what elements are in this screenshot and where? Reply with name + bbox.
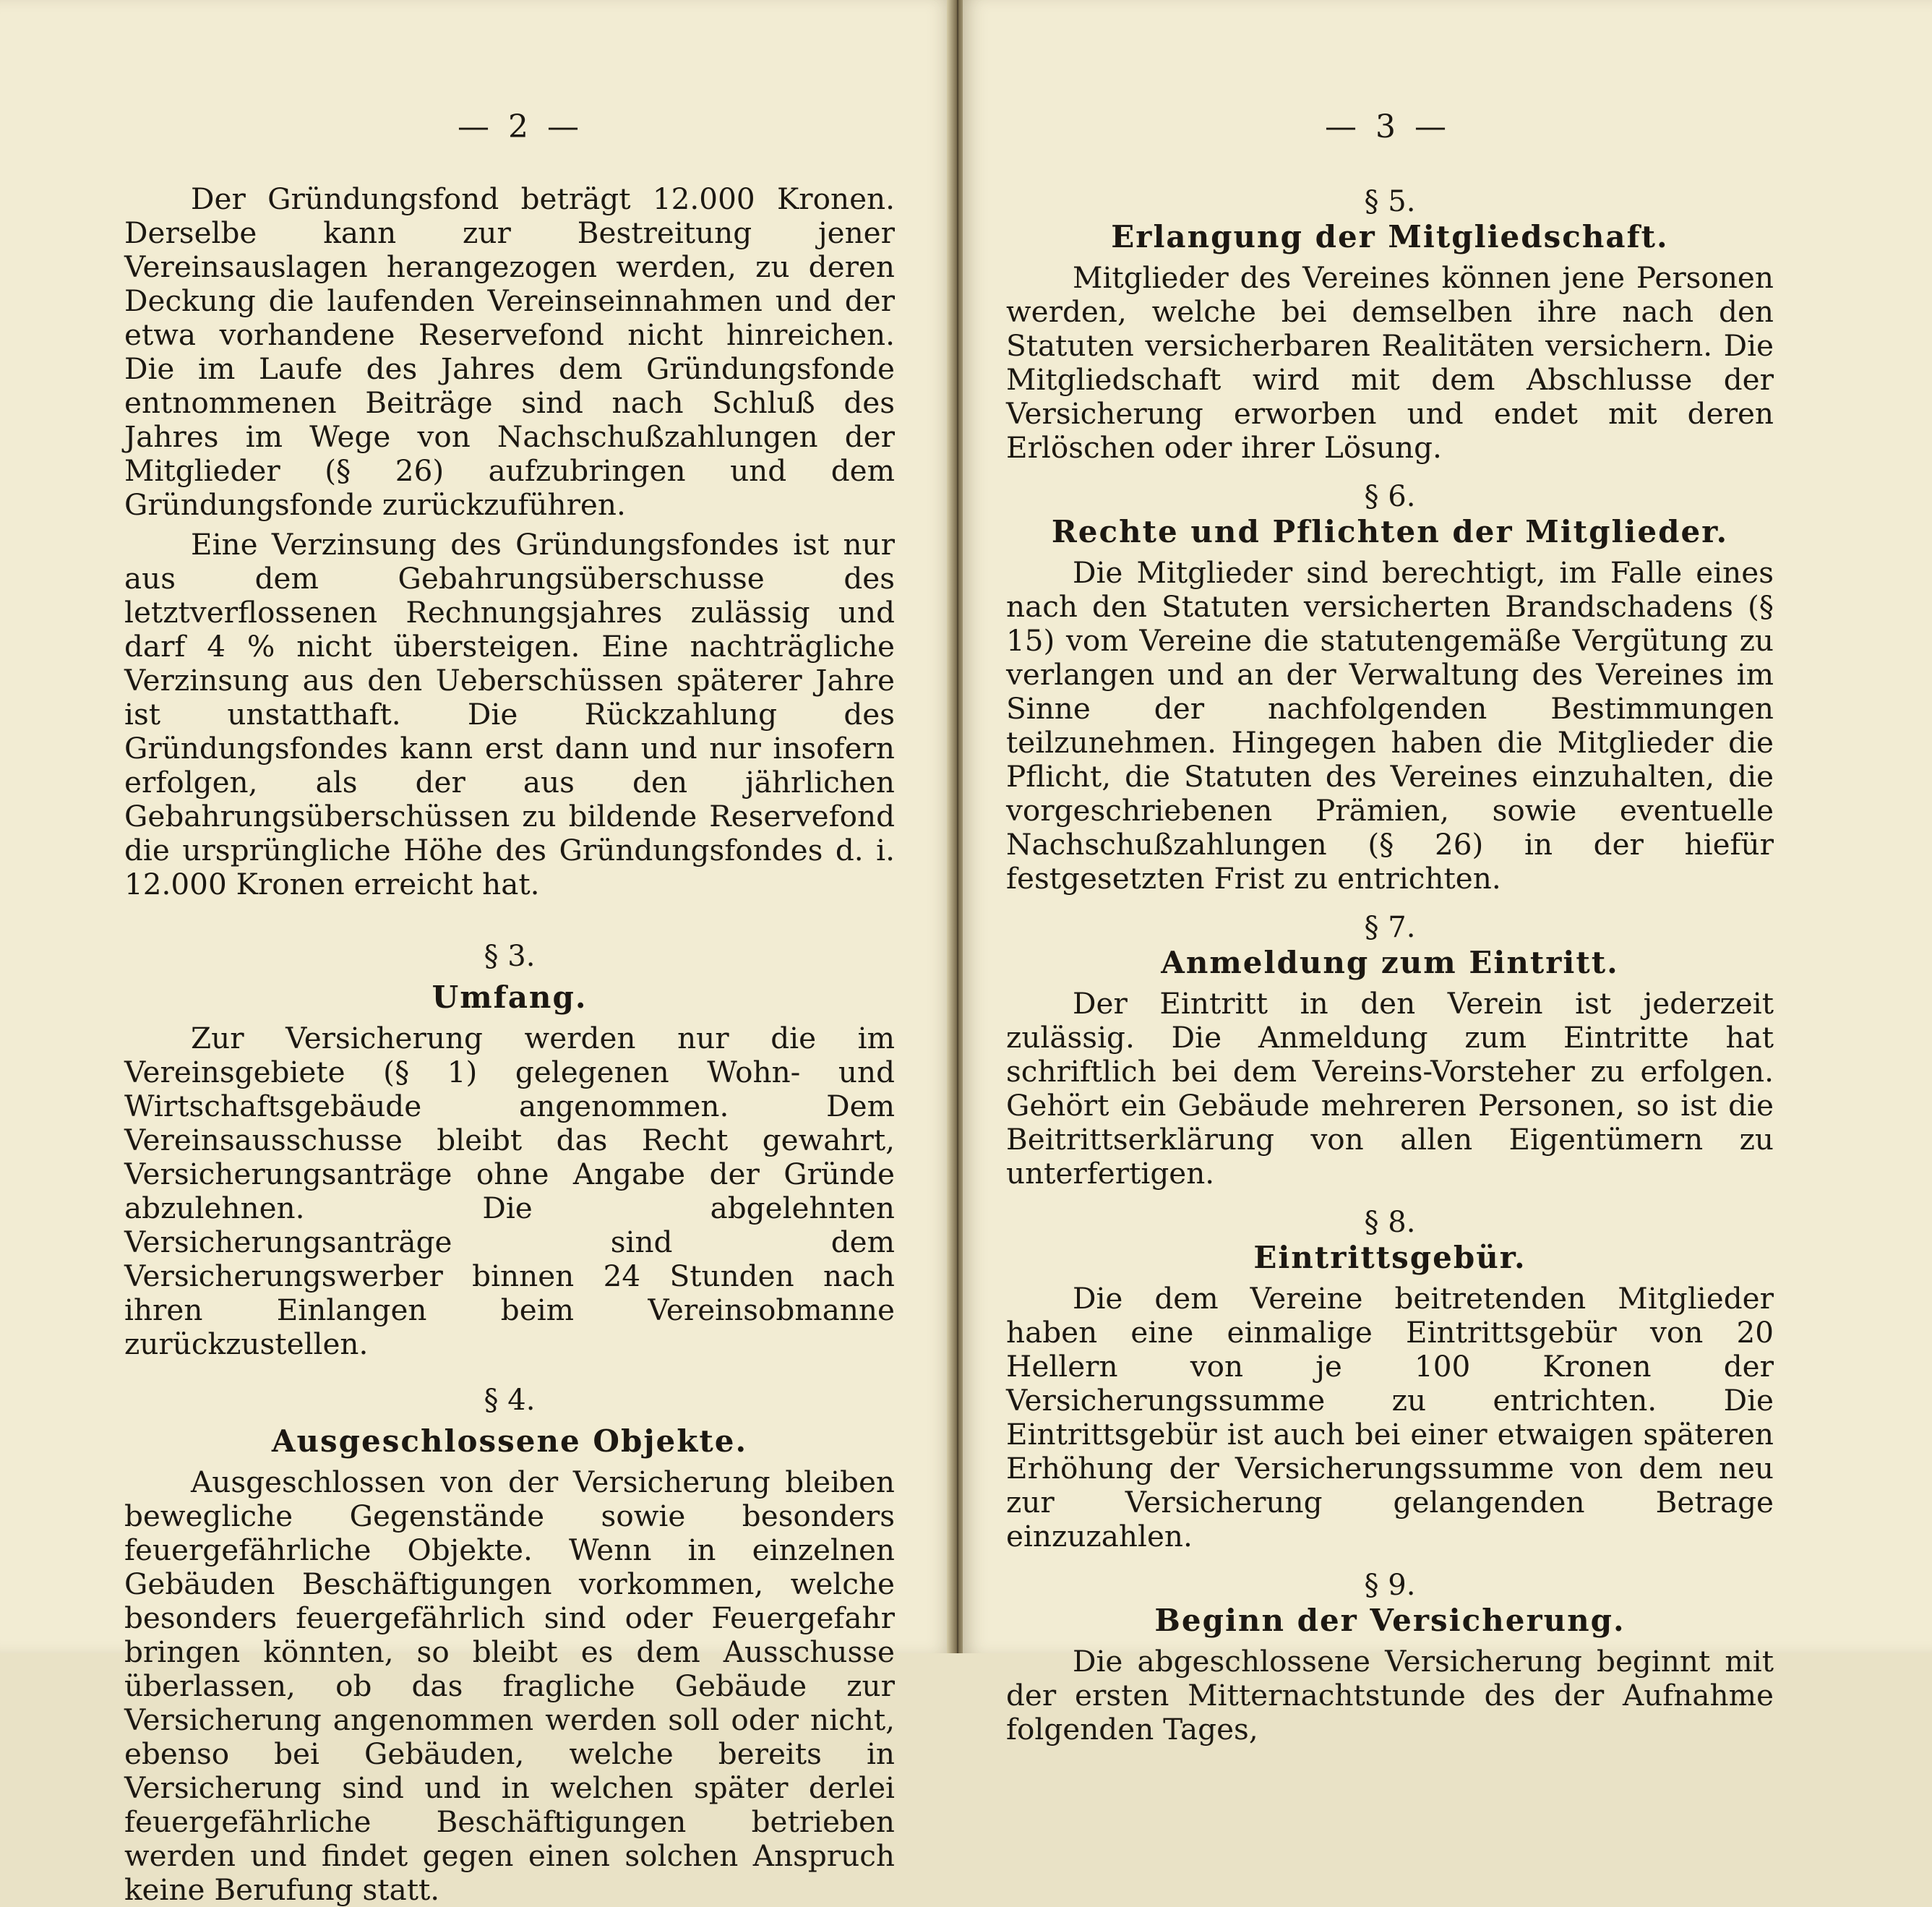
- paragraph: Die dem Vereine beitretenden Mitglieder haben eine einmalige Eintrittsgebür von 20 Hellern von je 100 Kronen der Versicherungssumme zu entrichten. Die Eintrittsgebür ist auch bei einer etwaigen späteren Erhöhung der Versicherungssumme von dem neu zur Versicherung gelangenden Betrage einzuzahlen.: [1006, 1281, 1774, 1554]
- text-column: [124, 182, 895, 1907]
- section-heading: Beginn der Versicherung.: [1154, 1603, 1626, 1638]
- section-number: § 7.: [1364, 911, 1416, 944]
- paragraph: Der Gründungsfond beträgt 12.000 Kronen. Derselbe kann zur Bestreitung jener Vereinsauslagen herangezogen werden, zu deren Deckung die laufenden Vereinseinnahmen und der etwa vorhandene Reservefond nicht hinreichen. Die im Laufe des Jahres dem Gründungsfonde entnommenen Beiträge sind nach Schluß des Jahres im Wege von Nachschußzahlungen der Mitglieder (§ 26) aufzubringen und dem Gründungsfonde zurückzuführen.: [124, 181, 895, 522]
- section-heading: Umfang.: [432, 980, 588, 1015]
- section-heading: Ausgeschlossene Objekte.: [271, 1423, 748, 1459]
- paragraph: Der Eintritt in den Verein ist jederzeit zulässig. Die Anmeldung zum Eintritte hat schriftlich bei dem Vereins-Vorsteher zu erfolgen. Gehört ein Gebäude mehreren Personen, so ist die Beitrittserklärung von allen Eigentümern zu unterfertigen.: [1006, 986, 1774, 1191]
- paragraph: Eine Verzinsung des Gründungsfondes ist nur aus dem Gebahrungsüberschusse des letztverflossenen Rechnungsjahres zulässig und darf 4 % nicht übersteigen. Eine nachträgliche Verzinsung aus den Ueberschüssen späterer Jahre ist unstatthaft. Die Rückzahlung des Gründungsfondes kann erst dann und nur insofern erfolgen, als der aus den jährlichen Gebahrungsüberschüssen zu bildende Reservefond die ursprüngliche Höhe des Gründungsfondes d. i. 12.000 Kronen erreicht hat.: [124, 527, 895, 901]
- section-number: § 5.: [1364, 185, 1416, 218]
- paragraph: Die Mitglieder sind berechtigt, im Falle eines nach den Statuten versicherten Brandschadens (§ 15) vom Vereine die statutengemäße Vergütung zu verlangen und an der Verwaltung des Vereines im Sinne der nachfolgenden Bestimmungen teilzunehmen. Hingegen haben die Mitglieder die Pflicht, die Statuten des Vereines einzuhalten, die vorgeschriebenen Prämien, sowie eventuelle Nachschußzahlungen (§ 26) in der hiefür festgesetzten Frist zu entrichten.: [1006, 555, 1774, 896]
- section-heading: Erlangung der Mitgliedschaft.: [1111, 219, 1669, 254]
- paragraph: Die abgeschlossene Versicherung beginnt mit der ersten Mitternachtstunde des der Aufnahme folgenden Tages,: [1006, 1644, 1774, 1747]
- paragraph: Zur Versicherung werden nur die im Vereinsgebiete (§ 1) gelegenen Wohn- und Wirtschaftsgebäude angenommen. Dem Vereinsausschusse bleibt das Recht gewahrt, Versicherungsanträge ohne Angabe der Gründe abzulehnen. Die abgelehnten Versicherungsanträge sind dem Versicherungswerber binnen 24 Stunden nach ihren Einlangen beim Vereinsobmanne zurückzustellen.: [124, 1021, 895, 1361]
- section-number: § 4.: [484, 1384, 536, 1417]
- section-number: § 9.: [1364, 1569, 1416, 1602]
- paragraph: Mitglieder des Vereines können jene Personen werden, welche bei demselben ihre nach den Statuten versicherbaren Realitäten versichern. Die Mitgliedschaft wird mit dem Abschlusse der Versicherung erworben und endet mit deren Erlöschen oder ihrer Lösung.: [1006, 260, 1774, 465]
- page-number: — 2 —: [458, 108, 583, 145]
- section-heading: Eintrittsgebür.: [1253, 1240, 1527, 1275]
- text-column: [1006, 184, 1774, 1747]
- section-heading: Anmeldung zum Eintritt.: [1161, 945, 1619, 980]
- left-page: [0, 0, 953, 1907]
- section-heading: Rechte und Pflichten der Mitglieder.: [1051, 514, 1729, 549]
- paragraph: Ausgeschlossen von der Versicherung bleiben bewegliche Gegenstände sowie besonders feuergefährliche Objekte. Wenn in einzelnen Gebäuden Beschäftigungen vorkommen, welche besonders feuergefährlich sind oder Feuergefahr bringen könnten, so bleibt es dem Ausschusse überlassen, ob das fragliche Gebäude zur Versicherung angenommen werden soll oder nicht, ebenso bei Gebäuden, welche bereits in Versicherung sind und in welchen später derlei feuergefährliche Beschäftigungen betrieben werden und findet gegen einen solchen Anspruch keine Berufung statt.: [124, 1465, 895, 1907]
- section-number: § 8.: [1364, 1206, 1416, 1239]
- page-number: — 3 —: [1325, 108, 1451, 145]
- section-number: § 6.: [1364, 480, 1416, 513]
- section-number: § 3.: [484, 940, 536, 973]
